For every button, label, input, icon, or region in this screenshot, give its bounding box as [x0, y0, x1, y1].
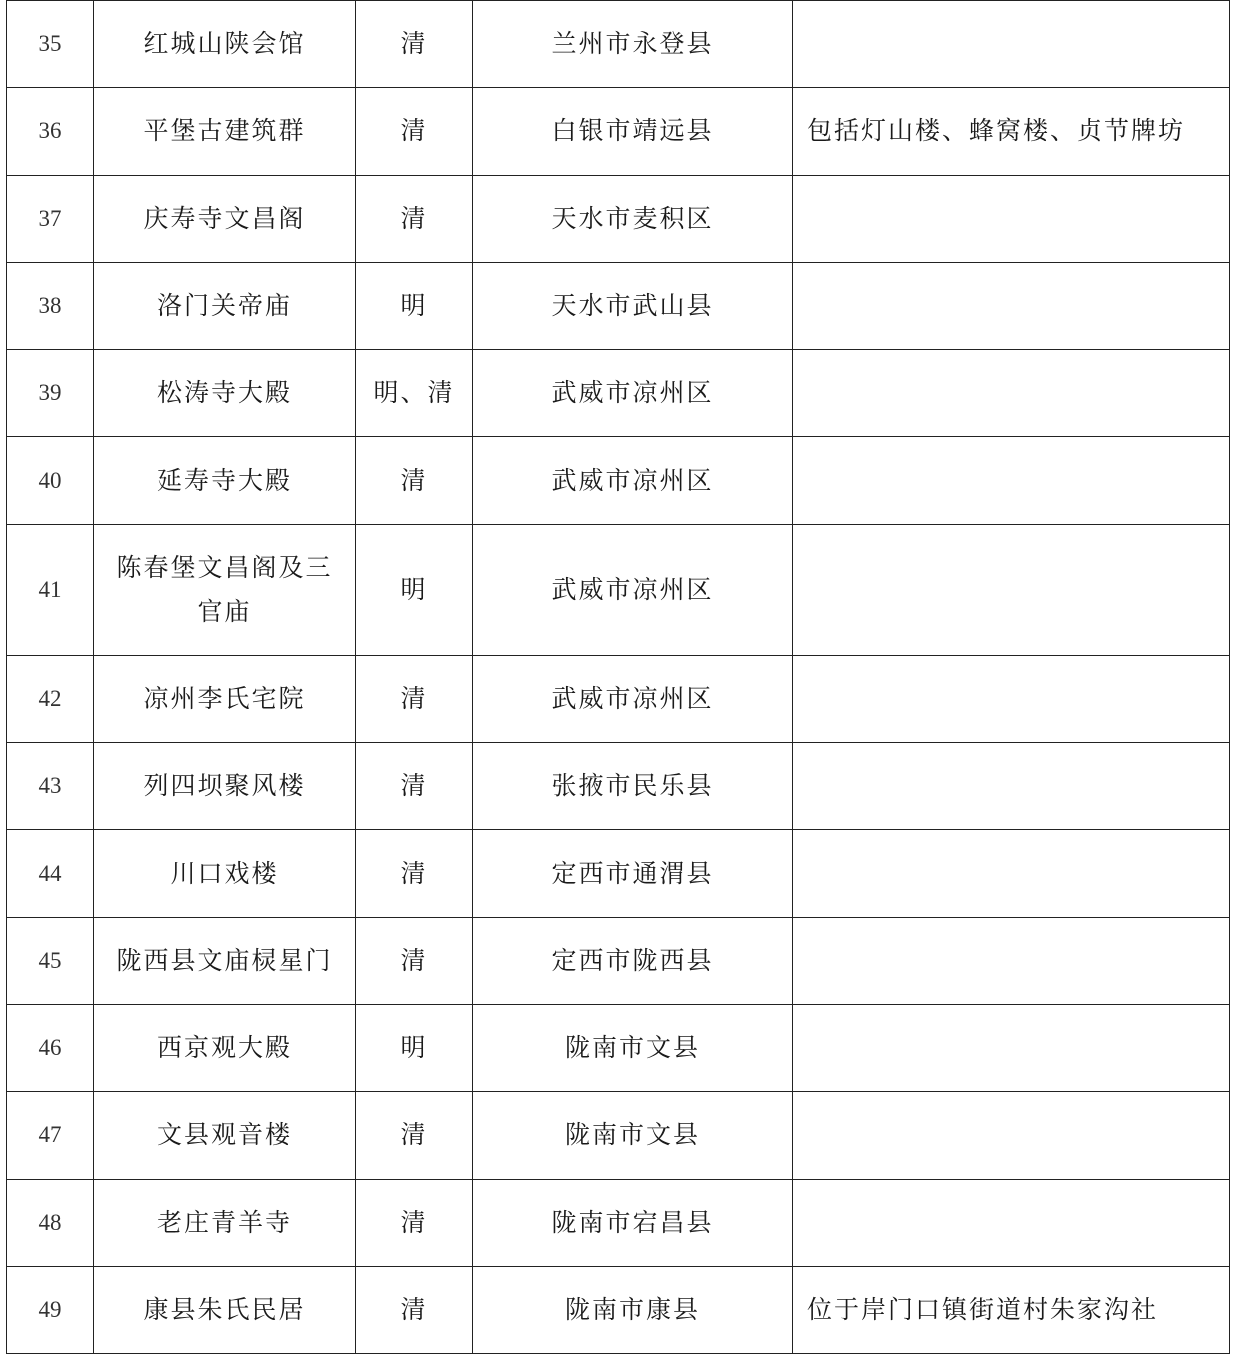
location-cell [473, 655, 793, 742]
site-name: 康县朱氏民居 [143, 1295, 306, 1324]
table-row [7, 175, 1230, 262]
site-name: 列四坝聚风楼 [143, 771, 306, 801]
row-number: 35 [38, 31, 62, 57]
table-row [7, 262, 1230, 349]
location: 兰州市永登县 [551, 29, 714, 59]
site-name: 川口戏楼 [170, 858, 279, 888]
location-cell [473, 1092, 793, 1179]
row-number: 40 [38, 467, 62, 493]
row-number-cell [7, 1266, 94, 1353]
era: 明 [400, 291, 428, 321]
row-number-cell [7, 917, 94, 1004]
location: 陇南市文县 [564, 1120, 700, 1150]
site-name: 陇西县文庙棂星门 [116, 945, 333, 975]
era: 清 [400, 29, 428, 59]
era-cell [356, 1179, 473, 1266]
row-number: 48 [38, 1209, 62, 1235]
note-cell [793, 175, 1230, 262]
row-number-cell [7, 437, 94, 524]
note-cell [793, 1179, 1230, 1266]
note-cell [793, 524, 1230, 655]
era: 明、清 [373, 378, 455, 408]
row-number: 38 [38, 293, 62, 319]
site-name-cell [94, 743, 356, 830]
location: 陇南市文县 [564, 1033, 700, 1063]
note-cell [793, 437, 1230, 524]
row-number: 43 [38, 773, 62, 799]
era: 清 [400, 683, 428, 713]
era: 清 [400, 858, 428, 888]
location: 武威市凉州区 [551, 465, 714, 495]
era-cell [356, 655, 473, 742]
era: 清 [400, 1207, 428, 1237]
era-cell [356, 743, 473, 830]
era-cell [356, 175, 473, 262]
era-cell [356, 88, 473, 175]
row-number: 46 [38, 1035, 62, 1061]
era: 清 [400, 1295, 428, 1324]
location-cell [473, 1179, 793, 1266]
table-row [7, 1092, 1230, 1179]
location-cell [473, 437, 793, 524]
note: 包括灯山楼、蜂窝楼、贞节牌坊 [807, 116, 1186, 146]
note-cell [793, 1004, 1230, 1091]
location-cell [473, 830, 793, 917]
table-row [7, 655, 1230, 742]
note-cell [793, 88, 1230, 175]
site-name-cell [94, 262, 356, 349]
row-number-cell [7, 175, 94, 262]
row-number: 36 [38, 118, 62, 144]
site-name-cell [94, 175, 356, 262]
row-number: 37 [38, 205, 62, 231]
site-name: 凉州李氏宅院 [143, 683, 306, 713]
location: 定西市陇西县 [551, 945, 714, 975]
site-name-cell [94, 1179, 356, 1266]
location-cell [473, 1004, 793, 1091]
table-row [7, 743, 1230, 830]
location-cell [473, 1266, 793, 1353]
row-number-cell [7, 1179, 94, 1266]
site-name: 文县观音楼 [156, 1120, 292, 1150]
row-number-cell [7, 88, 94, 175]
location: 天水市武山县 [551, 291, 714, 321]
era-cell [356, 524, 473, 655]
era-cell [356, 830, 473, 917]
era: 清 [400, 1120, 428, 1150]
table-row [7, 1, 1230, 88]
note-cell [793, 743, 1230, 830]
location: 白银市靖远县 [551, 116, 714, 146]
era-cell [356, 262, 473, 349]
note-cell [793, 1266, 1230, 1353]
site-name-cell [94, 830, 356, 917]
table-row [7, 350, 1230, 437]
row-number-cell [7, 350, 94, 437]
site-name-cell [94, 917, 356, 1004]
location-cell [473, 175, 793, 262]
row-number: 47 [38, 1122, 62, 1148]
site-name: 西京观大殿 [156, 1033, 292, 1063]
location: 武威市凉州区 [551, 378, 714, 408]
era: 清 [400, 771, 428, 801]
row-number-cell [7, 743, 94, 830]
site-name-cell [94, 524, 356, 655]
location: 陇南市宕昌县 [551, 1207, 714, 1237]
note-cell [793, 262, 1230, 349]
location: 陇南市康县 [564, 1295, 700, 1324]
location-cell [473, 524, 793, 655]
table-row [7, 1266, 1230, 1353]
table-row [7, 524, 1230, 655]
era: 清 [400, 465, 428, 495]
row-number: 49 [38, 1297, 62, 1322]
row-number-cell [7, 830, 94, 917]
location: 天水市麦积区 [551, 203, 714, 233]
location: 张掖市民乐县 [551, 771, 714, 801]
site-name-cell [94, 437, 356, 524]
era-cell [356, 437, 473, 524]
note-cell [793, 1, 1230, 88]
location-cell [473, 743, 793, 830]
site-name-cell [94, 1266, 356, 1353]
era-cell [356, 1266, 473, 1353]
row-number: 41 [38, 576, 62, 602]
era-cell [356, 1092, 473, 1179]
location-cell [473, 350, 793, 437]
site-name: 陈春堡文昌阁及三官庙 [116, 552, 333, 626]
location-cell [473, 262, 793, 349]
location-cell [473, 1, 793, 88]
row-number-cell [7, 1092, 94, 1179]
note-cell [793, 1092, 1230, 1179]
site-name: 老庄青羊寺 [156, 1207, 292, 1237]
row-number: 45 [38, 947, 62, 973]
site-name-cell [94, 350, 356, 437]
site-name: 平堡古建筑群 [143, 116, 306, 146]
note-cell [793, 350, 1230, 437]
site-name: 红城山陕会馆 [143, 29, 306, 59]
era-cell [356, 1, 473, 88]
site-name: 洛门关帝庙 [156, 291, 292, 321]
row-number: 39 [38, 380, 62, 406]
table-row [7, 1179, 1230, 1266]
table-body [7, 1, 1230, 1354]
table-row [7, 830, 1230, 917]
site-name: 庆寿寺文昌阁 [143, 203, 306, 233]
location: 定西市通渭县 [551, 858, 714, 888]
row-number-cell [7, 1004, 94, 1091]
location: 武威市凉州区 [551, 574, 714, 604]
note: 位于岸门口镇街道村朱家沟社 [807, 1295, 1159, 1324]
site-name-cell [94, 1, 356, 88]
era-cell [356, 917, 473, 1004]
note-cell [793, 830, 1230, 917]
row-number: 44 [38, 860, 62, 886]
site-name-cell [94, 655, 356, 742]
era: 清 [400, 945, 428, 975]
table-row [7, 1004, 1230, 1091]
site-name-cell [94, 88, 356, 175]
location-cell [473, 88, 793, 175]
row-number-cell [7, 524, 94, 655]
site-name-cell [94, 1092, 356, 1179]
era: 清 [400, 203, 428, 233]
row-number-cell [7, 655, 94, 742]
era: 明 [400, 1033, 428, 1063]
era: 明 [400, 574, 428, 604]
table-row [7, 437, 1230, 524]
row-number-cell [7, 262, 94, 349]
row-number-cell [7, 1, 94, 88]
note-cell [793, 655, 1230, 742]
era-cell [356, 1004, 473, 1091]
heritage-sites-table [6, 0, 1230, 1354]
table-row [7, 917, 1230, 1004]
site-name: 松涛寺大殿 [156, 378, 292, 408]
era: 清 [400, 116, 428, 146]
location-cell [473, 917, 793, 1004]
era-cell [356, 350, 473, 437]
table-row [7, 88, 1230, 175]
row-number: 42 [38, 685, 62, 711]
site-name-cell [94, 1004, 356, 1091]
location: 武威市凉州区 [551, 683, 714, 713]
site-name: 延寿寺大殿 [156, 465, 292, 495]
note-cell [793, 917, 1230, 1004]
